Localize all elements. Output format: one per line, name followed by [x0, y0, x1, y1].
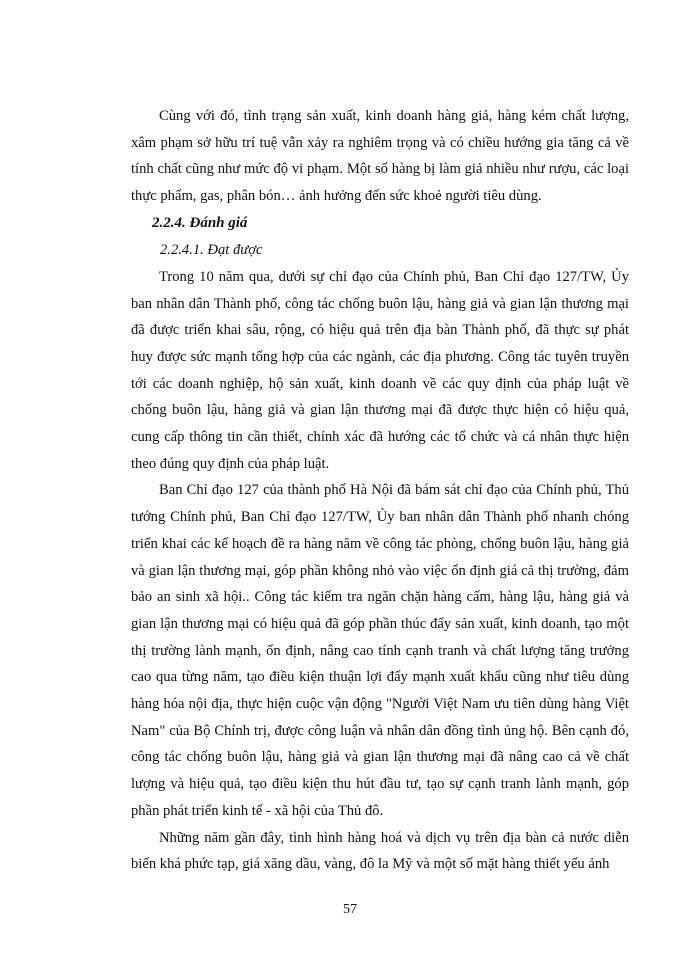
paragraph-recent-years: Những năm gần đây, tình hình hàng hoá và dịch vụ trên địa bàn cả nước diễn biến khá phức tạp, giá xăng dầu, vàng, đô la Mỹ và một số mặt hàng thiết yếu ảnh	[131, 829, 629, 873]
subsection-heading: 2.2.4.1. Đạt được	[160, 241, 263, 258]
paragraph-achievements: Trong 10 năm qua, dưới sự chỉ đạo của Chính phủ, Ban Chỉ đạo 127/TW, Ủy ban nhân dân Thành phố, công tác chống buôn lậu, hàng giả và gian lận thương mại đã được triển khai sâu, rộng, có hiệu quả trên địa bàn Thành phố, đã thực sự phát huy được sức mạnh tổng hợp của các ngành, các địa phương. Công tác tuyên truyền tới các doanh nghiệp, hộ sản xuất, kinh doanh về các quy định của pháp luật về chống buôn lậu, hàng giả và gian lận thương mại đã được thực hiện có hiệu quả, cung cấp thông tin cần thiết, chính xác đã hướng các tổ chức và cá nhân thực hiện theo đúng quy định của pháp luật.	[131, 268, 629, 472]
paragraph-steering-committee: Ban Chỉ đạo 127 của thành phố Hà Nội đã bám sát chỉ đạo của Chính phủ, Thủ tướng Chính phủ, Ban Chỉ đạo 127/TW, Ủy ban nhân dân Thành phố nhanh chóng triển khai các kế hoạch đề ra hàng năm về công tác phòng, chống buôn lậu, hàng giả và gian lận thương mại, góp phần không nhỏ vào việc ổn định giá cả thị trường, đảm bảo an sinh xã hội.. Công tác kiểm tra ngăn chặn hàng cấm, hàng lậu, hàng giả và gian lận thương mại có hiệu quả đã góp phần thúc đẩy sản xuất, kinh doanh, tạo một thị trường lành mạnh, ổn định, nâng cao tính cạnh tranh và chất lượng tăng trưởng cao qua từng năm, tạo điều kiện thuận lợi đẩy mạnh xuất khẩu cũng như tiêu dùng hàng hóa nội địa, thực hiện cuộc vận động "Người Việt Nam ưu tiên dùng hàng Việt Nam" của Bộ Chính trị, được công luận và nhân dân đồng tình ủng hộ. Bên cạnh đó, công tác chống buôn lậu, hàng giả và gian lận thương mại đã nâng cao cả về chất lượng và hiệu quả, tạo điều kiện thu hút đầu tư, tạo sự cạnh tranh lành mạnh, góp phần phát triển kinh tế - xã hội của Thủ đô.	[131, 482, 629, 819]
page-content	[131, 103, 629, 878]
section-heading: 2.2.4. Đánh giá	[152, 214, 248, 231]
page-number: 57	[343, 902, 357, 917]
paragraph-counterfeit-situation: Cùng với đó, tình trạng sản xuất, kinh doanh hàng giả, hàng kém chất lượng, xâm phạm sở hữu trí tuệ vẫn xảy ra nghiêm trọng và có chiều hướng gia tăng cả về tính chất cũng như mức độ vi phạm. Một số hàng bị làm giả nhiều như rượu, các loại thực phẩm, gas, phân bón… ảnh hưởng đến sức khoẻ người tiêu dùng.	[131, 108, 629, 205]
